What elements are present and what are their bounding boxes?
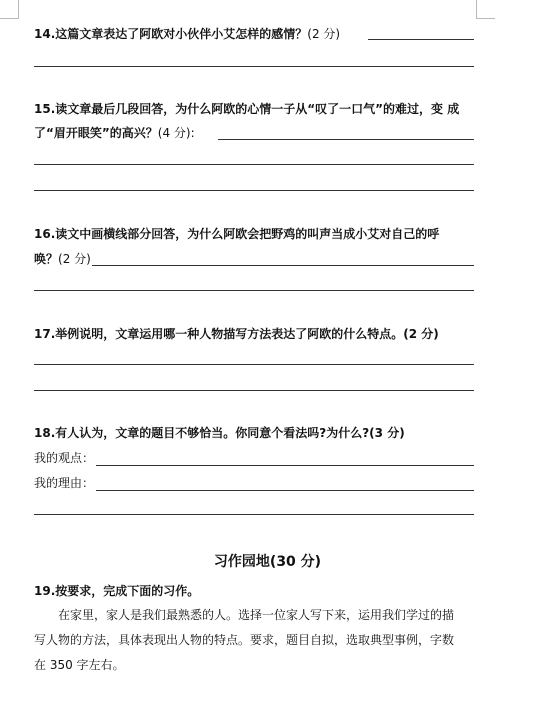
question-14-text: 14.这篇文章表达了阿欧对小伙伴小艾怎样的感情？ (34, 27, 308, 41)
question-16-points: (2 分) (58, 252, 91, 266)
answer-line-17a[interactable] (34, 364, 474, 365)
question-17: 17.举例说明，文章运用哪一种人物描写方法表达了阿欧的什么特点。(2 分) (34, 327, 439, 341)
viewpoint-answer-line[interactable] (96, 465, 474, 466)
question-16-line1: 16.读文中画横线部分回答，为什么阿欧会把野鸡的叫声当成小艾对自己的呼 (34, 227, 440, 241)
viewpoint-label: 我的观点： (34, 451, 95, 465)
question-15-text: 了“眉开眼笑”的高兴？ (34, 126, 158, 140)
reason-label: 我的理由： (34, 476, 95, 490)
question-15-points: (4 分): (157, 126, 195, 140)
section-title: 习作园地(30 分) (213, 554, 322, 570)
answer-line-17b[interactable] (34, 390, 474, 391)
question-16-line2 (34, 251, 91, 267)
answer-line-15b[interactable] (34, 164, 474, 165)
question-15-line1: 15.读文章最后几段回答，为什么阿欧的心情一子从“叹了一口气”的难过，变 成 (34, 102, 460, 116)
essay-prompt-line2: 写人物的方法，具体表现出人物的特点。要求，题目自拟，选取典型事例，字数 (34, 633, 455, 647)
question-14-points: (2 分) (307, 27, 341, 41)
reason-answer-line-2[interactable] (34, 514, 474, 515)
page-corner-mark-right (476, 0, 495, 19)
reason-answer-line-1[interactable] (96, 490, 474, 491)
question-15-line2 (34, 125, 195, 141)
essay-prompt-line1: 在家里，家人是我们最熟悉的人。选择一位家人写下来，运用我们学过的描 (58, 608, 455, 622)
answer-line-14b[interactable] (34, 66, 474, 67)
question-16-text: 唤？ (34, 252, 59, 266)
answer-line-16b[interactable] (34, 290, 474, 291)
answer-line-14a[interactable] (368, 39, 474, 40)
question-14 (34, 26, 340, 42)
question-18: 18.有人认为，文章的题目不够恰当。你同意个看法吗?为什么?(3 分) (34, 426, 405, 440)
essay-prompt-line3: 在 350 字左右。 (34, 658, 125, 672)
answer-line-15c[interactable] (34, 190, 474, 191)
answer-line-15a[interactable] (218, 139, 474, 140)
page-corner-mark-left (0, 0, 19, 19)
question-19-title: 19.按要求，完成下面的习作。 (34, 584, 200, 598)
answer-line-16a[interactable] (92, 265, 474, 266)
